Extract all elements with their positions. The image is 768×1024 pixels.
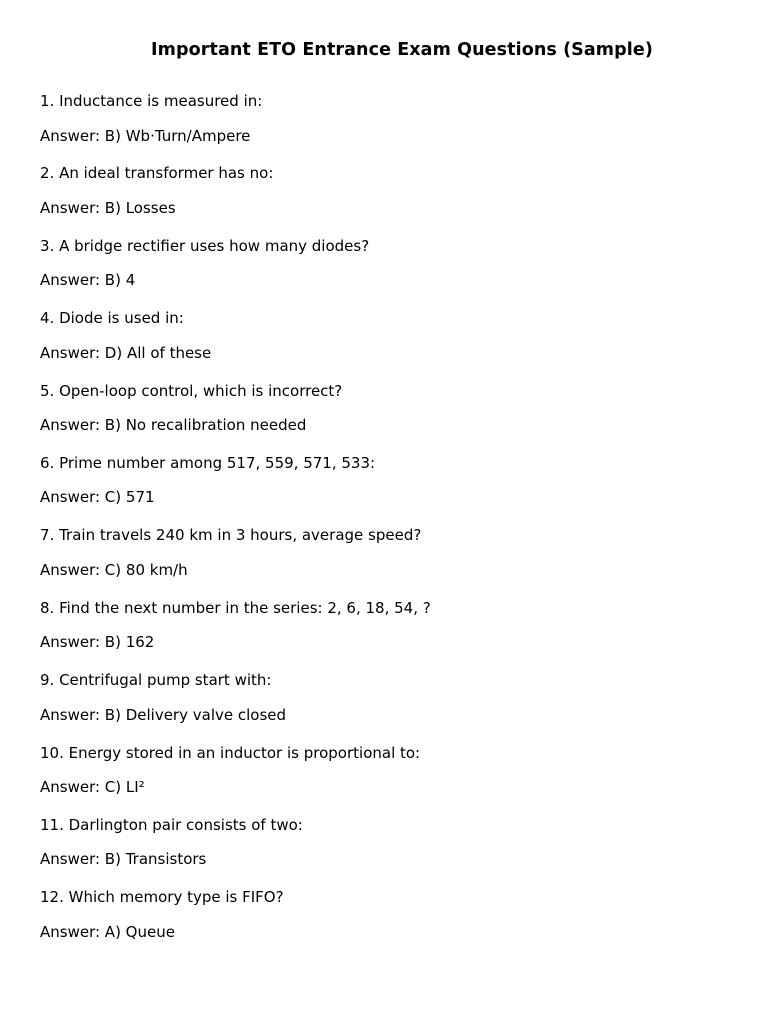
- question-text: 3. A bridge rectifier uses how many diodes?: [40, 236, 370, 255]
- answer-text: Answer: B) Wb·Turn/Ampere: [40, 126, 251, 145]
- question-item-12: [40, 886, 740, 958]
- question-text: 2. An ideal transformer has no:: [40, 164, 274, 183]
- answer-text: Answer: C) 80 km/h: [40, 560, 188, 579]
- answer-text: Answer: B) 4: [40, 271, 136, 290]
- question-item-11: [40, 814, 740, 886]
- answer-text: Answer: B) Delivery valve closed: [40, 705, 287, 724]
- answer-text: Answer: D) All of these: [40, 343, 212, 362]
- question-item-1: [40, 90, 740, 162]
- question-item-7: [40, 524, 740, 596]
- question-text: 12. Which memory type is FIFO?: [40, 888, 284, 907]
- question-item-10: [40, 742, 740, 814]
- question-text: 10. Energy stored in an inductor is proportional to:: [40, 743, 421, 762]
- question-item-6: [40, 452, 740, 524]
- question-item-5: [40, 380, 740, 452]
- answer-text: Answer: C) 571: [40, 488, 155, 507]
- question-text: 7. Train travels 240 km in 3 hours, average speed?: [40, 526, 422, 545]
- question-item-9: [40, 669, 740, 741]
- question-text: 5. Open-loop control, which is incorrect?: [40, 381, 343, 400]
- question-text: 9. Centrifugal pump start with:: [40, 671, 272, 690]
- question-text: 1. Inductance is measured in:: [40, 92, 263, 110]
- question-text: 4. Diode is used in:: [40, 309, 184, 328]
- answer-text: Answer: C) LI²: [40, 778, 145, 797]
- answer-text: Answer: B) 162: [40, 633, 155, 652]
- answer-text: Answer: A) Queue: [40, 922, 175, 941]
- question-list: [40, 90, 740, 959]
- question-item-8: [40, 597, 740, 669]
- question-text: 6. Prime number among 517, 559, 571, 533:: [40, 453, 376, 472]
- answer-text: Answer: B) Transistors: [40, 850, 207, 869]
- question-text: 8. Find the next number in the series: 2, 6, 18, 54, ?: [40, 598, 431, 617]
- question-item-3: [40, 235, 740, 307]
- question-text: 11. Darlington pair consists of two:: [40, 815, 303, 834]
- answer-text: Answer: B) Losses: [40, 198, 176, 217]
- answer-text: Answer: B) No recalibration needed: [40, 416, 307, 435]
- page-title: Important ETO Entrance Exam Questions (Sample): [151, 40, 653, 60]
- question-item-2: [40, 162, 740, 234]
- question-item-4: [40, 307, 740, 379]
